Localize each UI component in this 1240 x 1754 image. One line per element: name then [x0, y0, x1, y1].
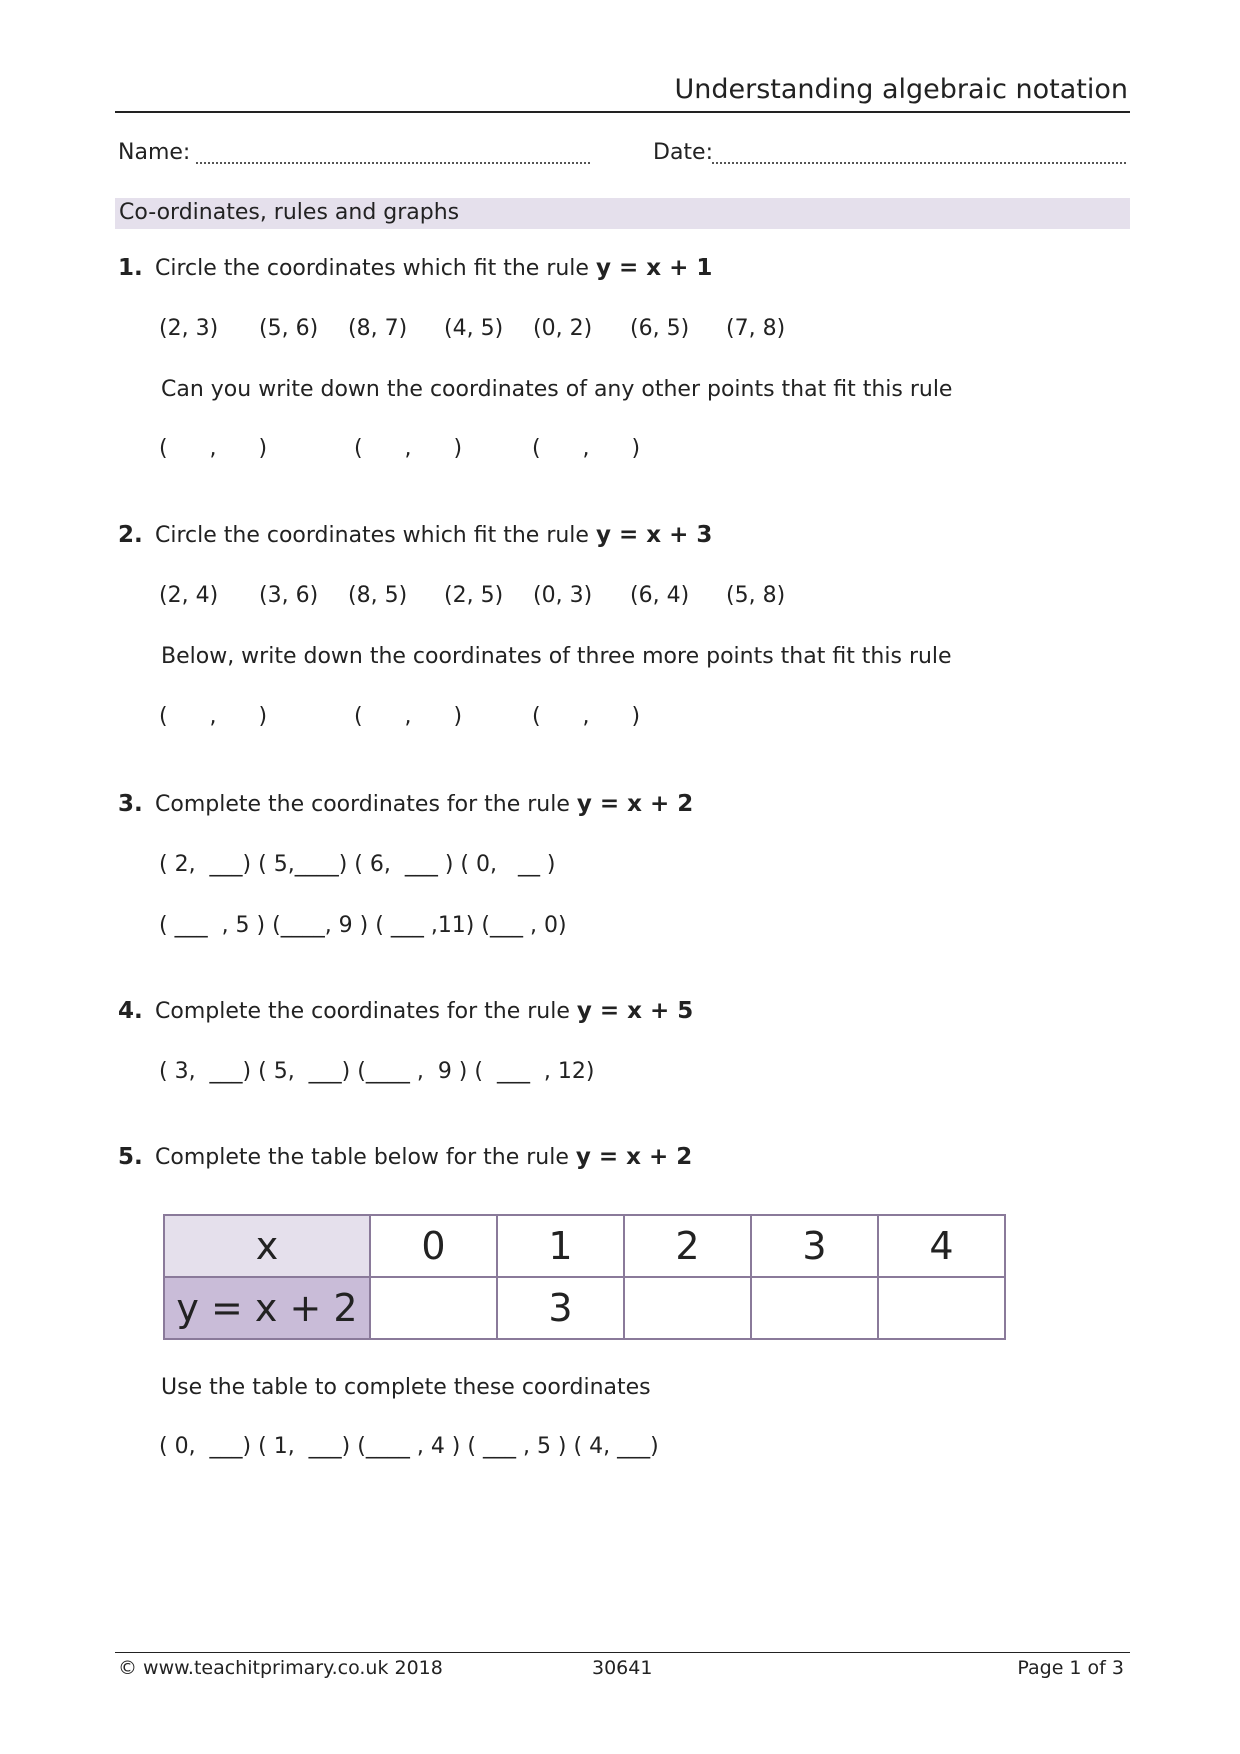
- footer-code: 30641: [592, 1657, 653, 1679]
- q1-rule: y = x + 1: [595, 255, 713, 281]
- date-label: Date:: [653, 140, 713, 165]
- q2-text: [155, 522, 712, 548]
- q2-prompt: Below, write down the coordinates of three more points that fit this rule: [161, 644, 952, 669]
- table-cell-y[interactable]: [751, 1277, 878, 1339]
- footer-page: Page 1 of 3: [1017, 1657, 1124, 1679]
- q5-text: [155, 1144, 692, 1170]
- name-field[interactable]: [196, 162, 590, 164]
- table-cell-y[interactable]: [878, 1277, 1005, 1339]
- q1-number: 1.: [118, 255, 143, 281]
- q2-option[interactable]: (5, 8): [726, 583, 786, 608]
- q2-option[interactable]: (6, 4): [630, 583, 690, 608]
- q5-rule: y = x + 2: [575, 1144, 693, 1170]
- table-header-y: y = x + 2: [164, 1277, 370, 1339]
- q1-option[interactable]: (8, 7): [348, 316, 408, 341]
- q1-option[interactable]: (0, 2): [533, 316, 593, 341]
- table-cell-y[interactable]: [624, 1277, 751, 1339]
- table-row-y: [164, 1277, 1005, 1339]
- q3-number: 3.: [118, 791, 143, 817]
- q4-rule: y = x + 5: [576, 998, 694, 1024]
- q5-row-1[interactable]: ( 0, ___) ( 1, ___) (____ , 4 ) ( ___ , 5 ) ( 4, ___): [159, 1434, 659, 1459]
- q2-blank[interactable]: ( , ): [159, 704, 268, 729]
- q4-row-1[interactable]: ( 3, ___) ( 5, ___) (____ , 9 ) ( ___ , 12): [159, 1059, 595, 1084]
- table-header-x: x: [164, 1215, 370, 1277]
- table-cell-x: 3: [751, 1215, 878, 1277]
- name-label: Name:: [118, 140, 191, 165]
- q3-row-1[interactable]: ( 2, ___) ( 5,____) ( 6, ___ ) ( 0, __ ): [159, 852, 556, 877]
- q1-option[interactable]: (6, 5): [630, 316, 690, 341]
- q2-option[interactable]: (8, 5): [348, 583, 408, 608]
- section-title: Co-ordinates, rules and graphs: [119, 200, 460, 225]
- footer-rule: [115, 1652, 1130, 1653]
- q4-instruction: Complete the coordinates for the rule: [155, 999, 577, 1024]
- q2-option[interactable]: (2, 5): [444, 583, 504, 608]
- q5-number: 5.: [118, 1144, 143, 1170]
- table-cell-x: 4: [878, 1215, 1005, 1277]
- q1-blank[interactable]: ( , ): [354, 436, 463, 461]
- q2-instruction: Circle the coordinates which fit the rule: [155, 523, 596, 548]
- q2-option[interactable]: (3, 6): [259, 583, 319, 608]
- table-row-x: [164, 1215, 1005, 1277]
- table-cell-x: 0: [370, 1215, 497, 1277]
- q5-prompt: Use the table to complete these coordinates: [161, 1375, 651, 1400]
- table-cell-x: 1: [497, 1215, 624, 1277]
- table-cell-y[interactable]: [370, 1277, 497, 1339]
- q2-rule: y = x + 3: [595, 522, 713, 548]
- q2-option[interactable]: (2, 4): [159, 583, 219, 608]
- footer-copyright: © www.teachitprimary.co.uk 2018: [118, 1657, 443, 1679]
- q2-number: 2.: [118, 522, 143, 548]
- q1-blank[interactable]: ( , ): [159, 436, 268, 461]
- rule-table: [163, 1214, 1006, 1340]
- q2-blank[interactable]: ( , ): [532, 704, 641, 729]
- q3-text: [155, 791, 693, 817]
- q1-blank[interactable]: ( , ): [532, 436, 641, 461]
- q1-option[interactable]: (7, 8): [726, 316, 786, 341]
- header-rule: [115, 111, 1130, 113]
- q1-option[interactable]: (2, 3): [159, 316, 219, 341]
- q3-instruction: Complete the coordinates for the rule: [155, 792, 577, 817]
- q1-instruction: Circle the coordinates which fit the rule: [155, 256, 596, 281]
- q4-number: 4.: [118, 998, 143, 1024]
- q2-blank[interactable]: ( , ): [354, 704, 463, 729]
- table-cell-x: 2: [624, 1215, 751, 1277]
- q1-option[interactable]: (5, 6): [259, 316, 319, 341]
- date-field[interactable]: [712, 162, 1126, 164]
- q1-prompt: Can you write down the coordinates of any other points that fit this rule: [161, 377, 953, 402]
- page-title: Understanding algebraic notation: [674, 74, 1128, 105]
- q3-row-2[interactable]: ( ___ , 5 ) (____, 9 ) ( ___ ,11) (___ , 0): [159, 913, 567, 938]
- q1-option[interactable]: (4, 5): [444, 316, 504, 341]
- q5-instruction: Complete the table below for the rule: [155, 1145, 576, 1170]
- q4-text: [155, 998, 693, 1024]
- table-cell-y[interactable]: 3: [497, 1277, 624, 1339]
- q3-rule: y = x + 2: [576, 791, 694, 817]
- q2-option[interactable]: (0, 3): [533, 583, 593, 608]
- q1-text: [155, 255, 712, 281]
